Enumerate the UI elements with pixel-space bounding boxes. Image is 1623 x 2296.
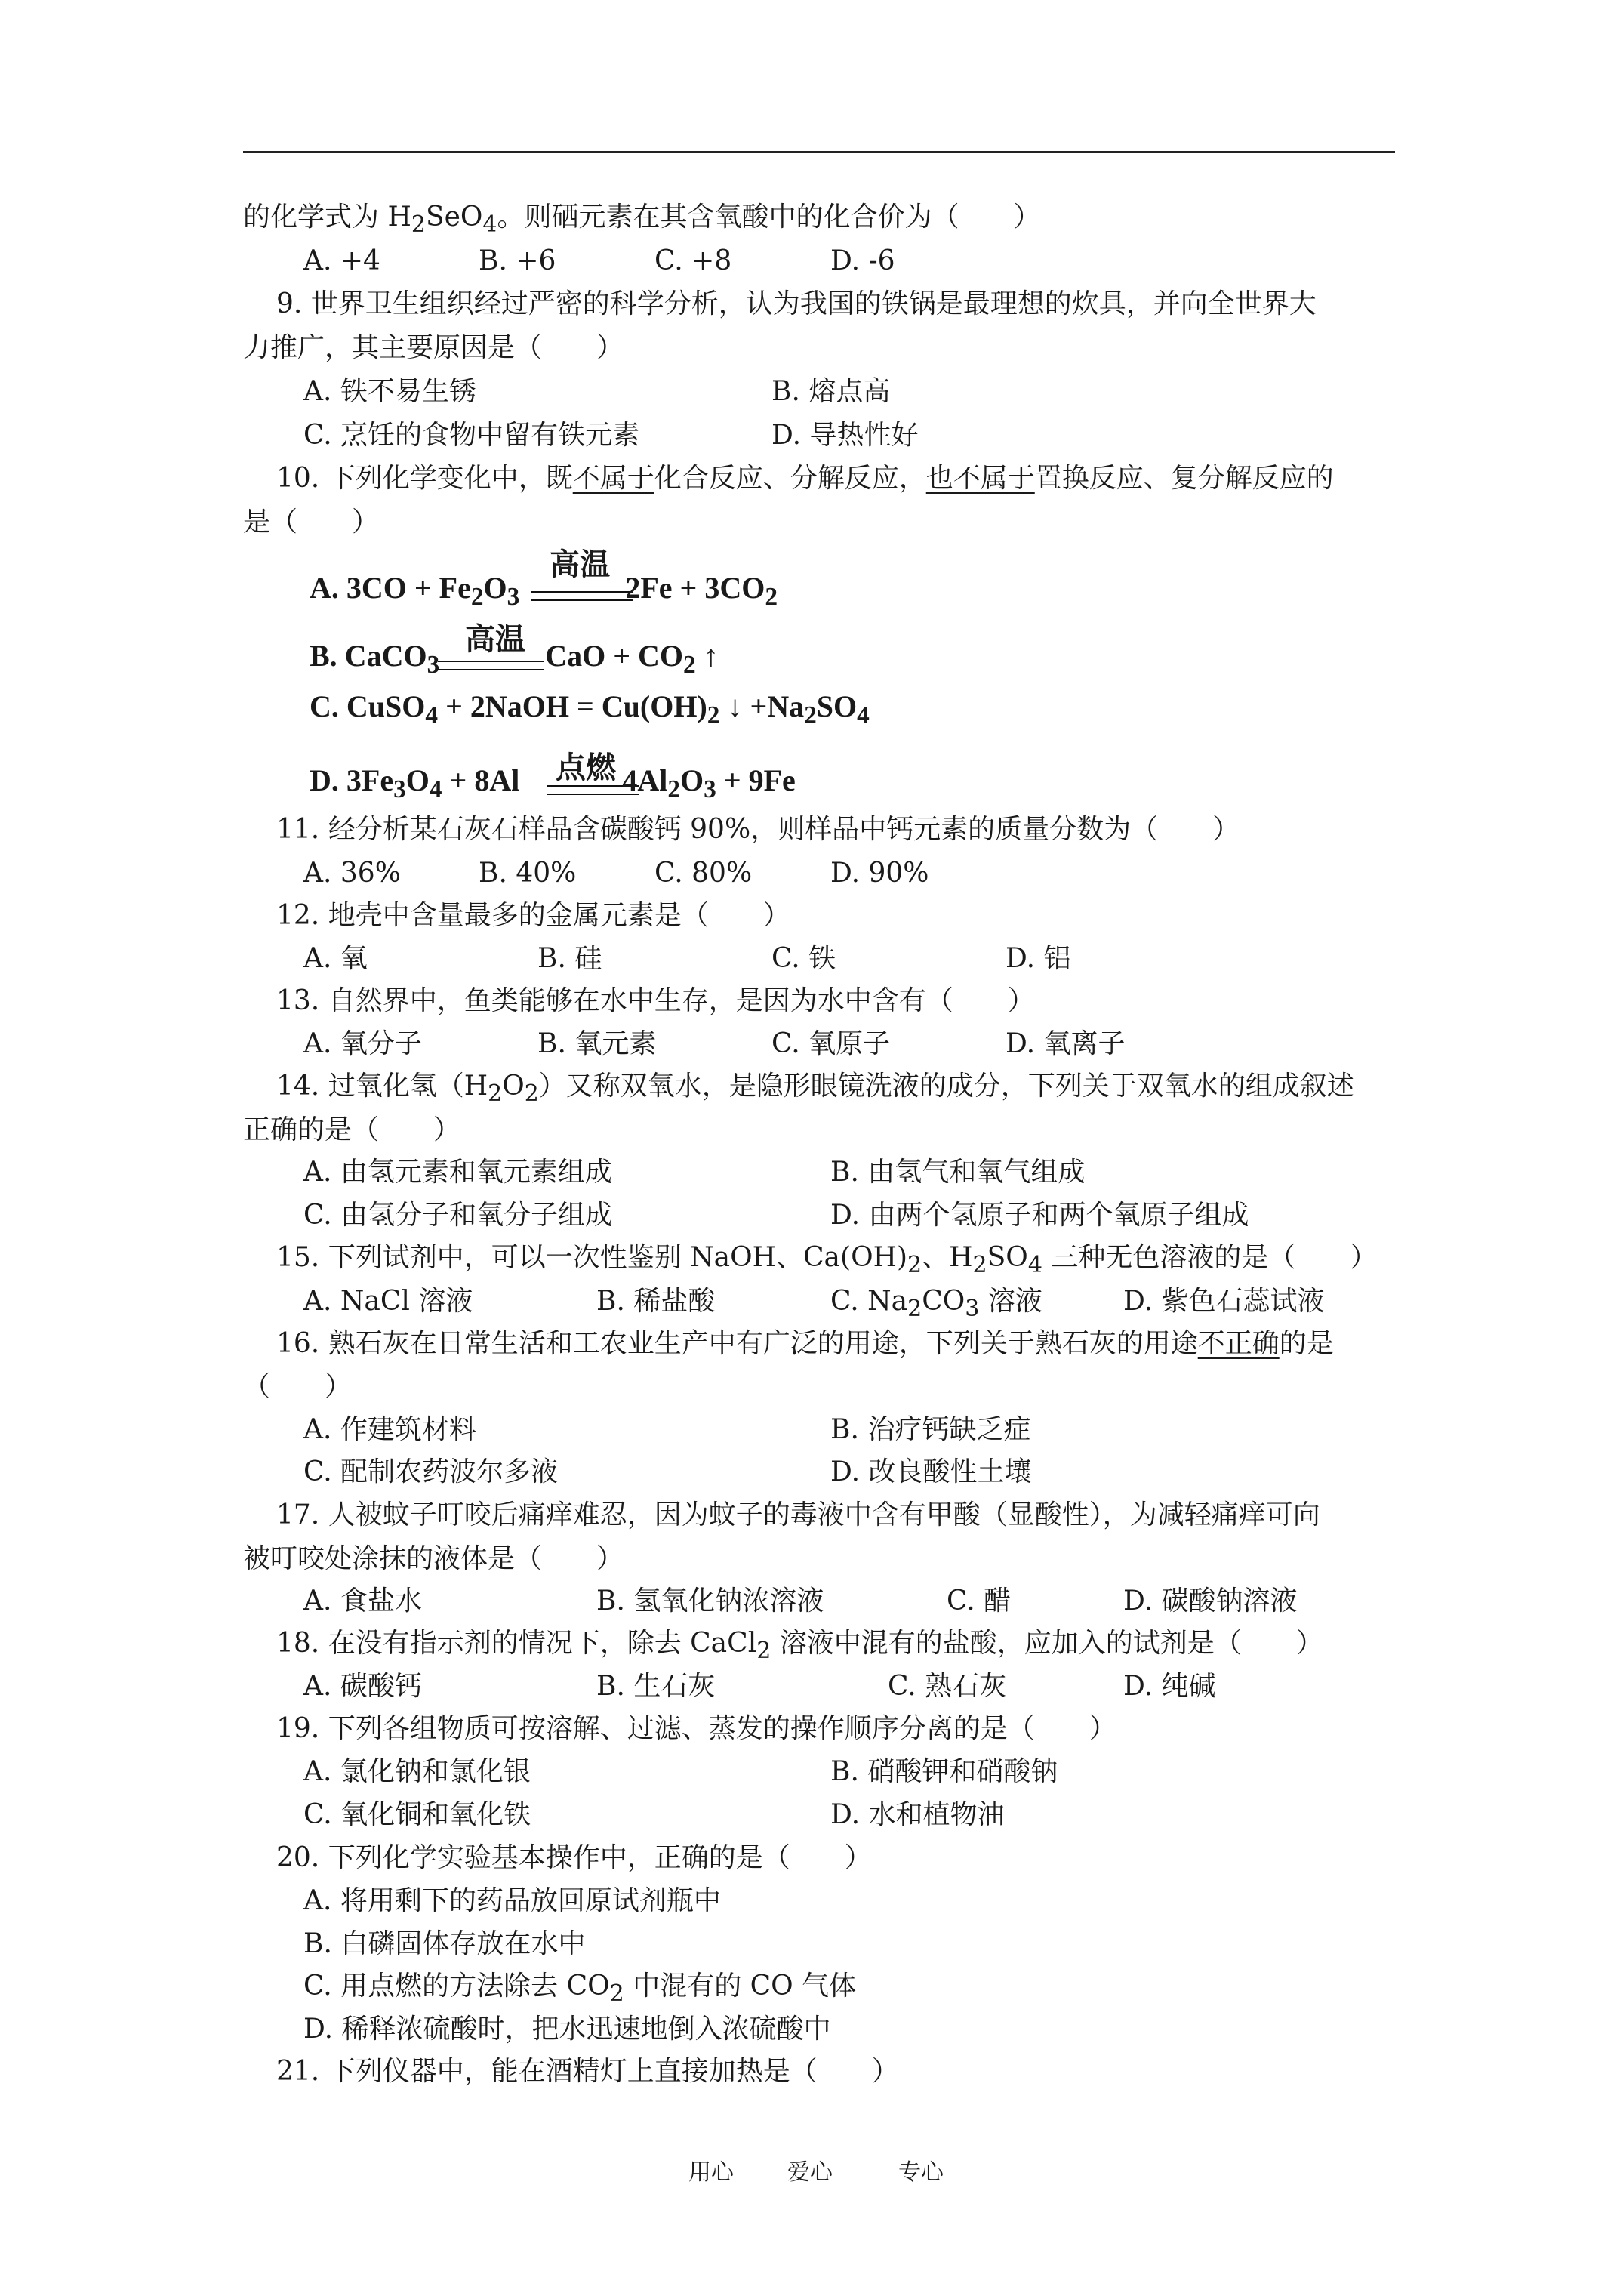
q9-option-b: B. 熔点高 [771, 376, 891, 407]
q10-eq-d-condition: 点燃 [556, 750, 616, 785]
footer-text-1: 用心 [688, 2159, 734, 2186]
q8-option-a: A. +4 [303, 245, 380, 276]
q20-stem: 20. 下列化学实验基本操作中，正确的是（ ） [276, 1842, 872, 1873]
q10-stem-line2: 是（ ） [243, 507, 380, 538]
q19-option-c: C. 氧化铜和氧化铁 [303, 1799, 531, 1830]
q15-option-b: B. 稀盐酸 [596, 1286, 716, 1317]
q14-option-a: A. 由氢元素和氧元素组成 [303, 1157, 612, 1188]
q17-option-c: C. 醋 [947, 1586, 1012, 1616]
q17-option-b: B. 氢氧化钠浓溶液 [596, 1586, 824, 1616]
q11-option-d: D. 90% [830, 858, 929, 889]
q14-option-d: D. 由两个氢原子和两个氧原子组成 [830, 1200, 1249, 1231]
footer-text-3: 专心 [898, 2159, 944, 2186]
footer-text-2: 爱心 [787, 2159, 833, 2186]
q12-option-d: D. 铝 [1006, 943, 1071, 974]
q12-option-a: A. 氧 [303, 943, 368, 974]
q21-stem: 21. 下列仪器中，能在酒精灯上直接加热是（ ） [276, 2056, 899, 2087]
q14-option-b: B. 由氢气和氧气组成 [830, 1157, 1086, 1188]
q8-option-c: C. +8 [654, 245, 732, 276]
q19-stem: 19. 下列各组物质可按溶解、过滤、蒸发的操作顺序分离的是（ ） [276, 1713, 1116, 1744]
q17-option-a: A. 食盐水 [303, 1586, 422, 1616]
q10-stem-line1: 10. 下列化学变化中，既不属于化合反应、分解反应，也不属于置换反应、复分解反应的 [276, 463, 1334, 494]
q10-eq-a: A. $3CO + Fe_2O_3$ $2Fe + 3CO_2$ [310, 571, 778, 611]
q19-option-d: D. 水和植物油 [830, 1799, 1005, 1830]
q20-option-b: B. 白磷固体存放在水中 [303, 1928, 586, 1959]
q15-option-d: D. 紫色石蕊试液 [1123, 1286, 1325, 1317]
q19-option-b: B. 硝酸钾和硝酸钠 [830, 1756, 1058, 1787]
q9-stem-line1: 9. 世界卫生组织经过严密的科学分析，认为我国的铁锅是最理想的炊具，并向全世界大 [276, 288, 1317, 319]
q13-stem: 13. 自然界中，鱼类能够在水中生存，是因为水中含有（ ） [276, 985, 1035, 1016]
q16-option-d: D. 改良酸性土壤 [830, 1456, 1032, 1487]
q20-option-a: A. 将用剩下的药品放回原试剂瓶中 [303, 1885, 721, 1916]
q16-option-a: A. 作建筑材料 [303, 1414, 476, 1445]
q15-option-a: A. NaCl 溶液 [303, 1286, 473, 1317]
q17-option-d: D. 碳酸钠溶液 [1123, 1586, 1298, 1616]
q13-option-a: A. 氧分子 [303, 1028, 422, 1059]
q11-stem: 11. 经分析某石灰石样品含碳酸钙 90%，则样品中钙元素的质量分数为（ ） [276, 814, 1240, 845]
q15-stem: 15. 下列试剂中，可以一次性鉴别 NaOH、$Ca(OH)_2$、$H_2SO_4$ 三种无色溶液的是（ ） [276, 1242, 1378, 1279]
q16-stem-line2: （ ） [243, 1371, 353, 1402]
q16-option-b: B. 治疗钙缺乏症 [830, 1414, 1031, 1445]
q20-option-d: D. 稀释浓硫酸时，把水迅速地倒入浓硫酸中 [303, 2014, 831, 2045]
q19-option-a: A. 氯化钠和氯化银 [303, 1756, 531, 1787]
q9-option-a: A. 铁不易生锈 [303, 376, 476, 407]
q18-option-a: A. 碳酸钙 [303, 1671, 422, 1702]
q14-option-c: C. 由氢分子和氧分子组成 [303, 1200, 613, 1231]
q9-stem-line2: 力推广，其主要原因是（ ） [243, 332, 624, 363]
q16-option-c: C. 配制农药波尔多液 [303, 1456, 559, 1487]
q20-option-c: C. 用点燃的方法除去 $CO_2$ 中混有的 CO 气体 [303, 1971, 857, 2008]
q12-stem: 12. 地壳中含量最多的金属元素是（ ） [276, 900, 790, 931]
q10-eq-b: B. CaCO$_3$ CaO + $CO_2$ ↑ [310, 639, 719, 679]
q18-option-b: B. 生石灰 [596, 1671, 716, 1702]
q8-option-d: D. -6 [830, 245, 895, 276]
q14-stem-line1: 14. 过氧化氢$(H_2O_2)$又称双氧水，是隐形眼镜洗液的成分，下列关于双氧水的组成叙述 [276, 1071, 1354, 1108]
q17-stem-line1: 17. 人被蚊子叮咬后痛痒难忍，因为蚊子的毒液中含有甲酸（显酸性），为减轻痛痒可向 [276, 1499, 1320, 1530]
q8-option-b: B. +6 [479, 245, 556, 276]
q9-option-d: D. 导热性好 [771, 420, 919, 451]
q17-stem-line2: 被叮咬处涂抹的液体是（ ） [243, 1543, 624, 1574]
q11-option-a: A. 36% [303, 858, 401, 889]
q11-option-b: B. 40% [479, 858, 577, 889]
q11-option-c: C. 80% [654, 858, 753, 889]
q9-option-c: C. 烹饪的食物中留有铁元素 [303, 420, 640, 451]
q10-eq-c: C. CuSO$_4$ + 2NaOH = $Cu(OH)_2$ ↓ $+Na_2SO_4$ [310, 689, 870, 729]
q14-stem-line2: 正确的是（ ） [243, 1114, 461, 1145]
q12-option-c: C. 铁 [771, 943, 836, 974]
q18-stem: 18. 在没有指示剂的情况下，除去 CaCl$_2$ 溶液中混有的盐酸，应加入的试剂是（ ） [276, 1628, 1323, 1665]
q10-eq-d: D. $3Fe_3O_4 + 8Al$ $4Al_2O_3 + 9Fe$ [310, 763, 796, 803]
q13-option-d: D. 氧离子 [1006, 1028, 1126, 1059]
q10-eq-b-condition: 高温 [465, 622, 525, 657]
q18-option-c: C. 熟石灰 [888, 1671, 1007, 1702]
header-rule [243, 151, 1395, 153]
q16-stem-line1: 16. 熟石灰在日常生活和工农业生产中有广泛的用途，下列关于熟石灰的用途不正确的是 [276, 1328, 1334, 1359]
q8-stem: 的化学式为 $H_2SeO_4$。则硒元素在其含氧酸中的化合价为（ ） [243, 202, 1041, 239]
q13-option-c: C. 氧原子 [771, 1028, 891, 1059]
q12-option-b: B. 硅 [537, 943, 602, 974]
q13-option-b: B. 氧元素 [537, 1028, 657, 1059]
q18-option-d: D. 纯碱 [1123, 1671, 1216, 1702]
q15-option-c: C. $Na_2CO_3$ 溶液 [830, 1286, 1042, 1323]
q10-eq-a-condition: 高温 [550, 547, 610, 582]
